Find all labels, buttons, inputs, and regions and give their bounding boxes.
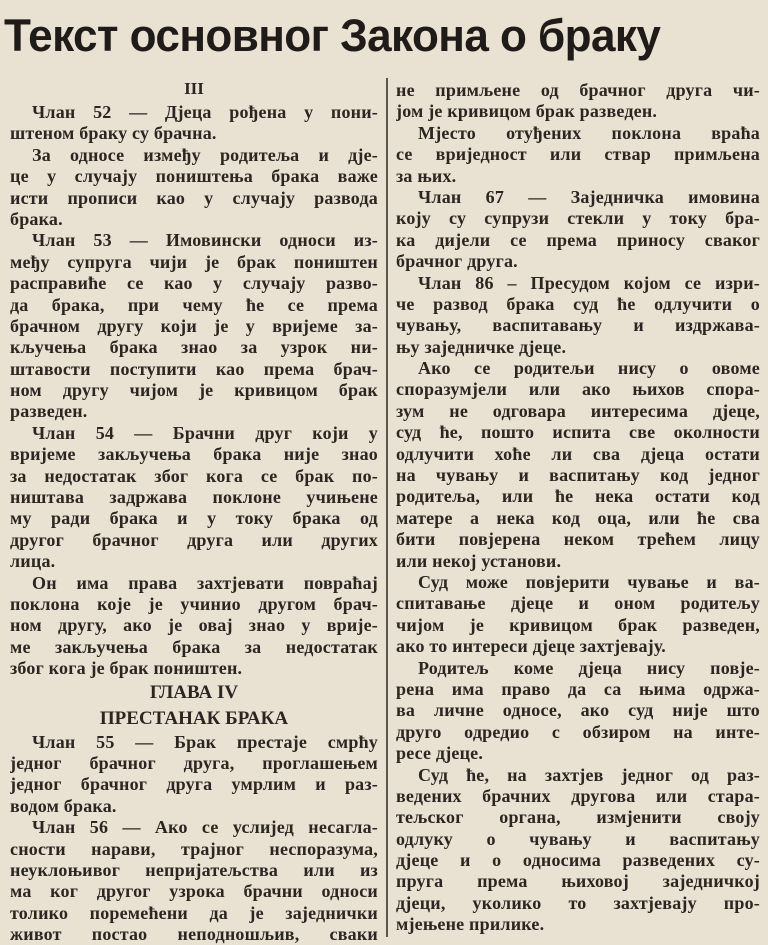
- paragraph: [10, 817, 378, 945]
- text-line: споразумјели или ако њихов спора-: [396, 379, 760, 400]
- text-line: чувању, васпитавању и издржава-: [396, 315, 760, 336]
- text-line: неуклоњивог непријатељства или из: [10, 859, 378, 880]
- text-line: да брака, при чему ће се према: [10, 294, 378, 315]
- paragraph: [396, 80, 760, 123]
- paragraph: [10, 145, 378, 231]
- left-column: [10, 76, 378, 945]
- text-line: исти прописи као у случају развода: [10, 187, 378, 208]
- paragraph: [396, 123, 760, 187]
- text-line: Члан 67 — Заједничка имовина: [418, 186, 760, 207]
- text-line: лица.: [10, 551, 56, 572]
- text-line: друго одредио с обзиром на инте-: [396, 721, 760, 742]
- text-line: брачног друга.: [396, 251, 518, 272]
- text-line: одлучити хоће ли сва дјеца остати: [396, 443, 760, 464]
- article-title: Текст основног Закона о браку: [4, 10, 661, 61]
- text-line: зум не одговара интересима дјеце,: [396, 400, 760, 421]
- text-line: Мјесто отуђених поклона враћа: [418, 122, 760, 143]
- text-line: живот постао неподношљив, сваки: [10, 924, 378, 945]
- text-line: за недостатак због кога се брак по-: [10, 465, 378, 486]
- text-line: ведених брачних другова или стара-: [396, 785, 760, 806]
- text-line: ништава задржава поклоне учињене: [10, 487, 378, 508]
- paragraph: [396, 572, 760, 658]
- section-heading: ПРЕСТАНАК БРАКА: [99, 707, 289, 729]
- text-line: коју су супрузи стекли у току бра-: [396, 208, 760, 229]
- text-line: њу заједничке дјеце.: [396, 336, 567, 357]
- paragraph: [396, 187, 760, 273]
- text-line: кључења брака знао за узрок ни-: [10, 337, 378, 358]
- text-line: Ако се родитељи нису о овоме: [418, 358, 760, 379]
- paragraph: [396, 358, 760, 572]
- text-line: ма ког другог узрока брачни односи: [10, 881, 378, 902]
- text-line: или некој установи.: [396, 550, 562, 571]
- text-line: тељског органа, измјенити своју: [396, 807, 760, 828]
- text-line: сности нарави, трајног неспоразума,: [10, 838, 378, 859]
- text-line: брака.: [10, 208, 63, 229]
- text-line: ном другу чијом је кривицом брак: [10, 380, 378, 401]
- text-line: брачном другу који је у вријеме за-: [10, 315, 378, 336]
- text-line: Члан 55 — Брак престаје смрћу: [32, 731, 378, 752]
- section-heading: ГЛАВА IV: [149, 681, 239, 703]
- text-line: другог брачног друга или других: [10, 529, 378, 550]
- text-line: једног брачног друга, проглашењем: [10, 752, 378, 773]
- text-line: рена има право да са њима одржа-: [396, 678, 760, 699]
- text-line: штеном браку су брачна.: [10, 123, 217, 144]
- text-line: му ради брака и у току брака од: [10, 508, 378, 529]
- text-line: међу супруга чији је брак поништен: [10, 251, 378, 272]
- text-line: Родитељ коме дјеца нису повје-: [418, 657, 760, 678]
- text-line: Члан 54 — Брачни друг који у: [32, 422, 378, 443]
- text-line: бити повјерена неком трећем лицу: [396, 529, 760, 550]
- paragraph: [10, 230, 378, 423]
- text-line: Члан 53 — Имовински односи из-: [32, 230, 378, 251]
- text-line: спитавање дјеце и оном родитељу: [396, 593, 760, 614]
- text-line: једног брачног друга умрлим и раз-: [10, 774, 378, 795]
- text-line: ка дијели се према приносу сваког: [396, 229, 760, 250]
- text-line: чијом је кривицом брак разведен,: [396, 614, 760, 635]
- text-line: Суд ће, на захтјев једног од раз-: [418, 764, 760, 785]
- text-line: одлуку о чувању и васпитању: [396, 828, 760, 849]
- paragraph: [396, 273, 760, 359]
- text-line: водом брака.: [10, 795, 117, 816]
- text-line: суд ће, пошто испита све околности: [396, 422, 760, 443]
- text-line: за њих.: [396, 165, 457, 186]
- text-line: це у случају поништења брака важе: [10, 166, 378, 187]
- text-line: поклона које је учинио другом брач-: [10, 593, 378, 614]
- text-line: ва личне односе, ако суд није што: [396, 700, 760, 721]
- text-line: пруга према њиховој заједничкој: [396, 871, 760, 892]
- paragraph: [10, 732, 378, 818]
- text-line: дјеце и о односима разведених су-: [396, 850, 760, 871]
- text-line: ме закључења брака за недостатак: [10, 636, 378, 657]
- paragraph: [10, 573, 378, 680]
- text-line: Он има права захтјевати повраћај: [32, 572, 378, 593]
- text-line: јом је кривицом брак разведен.: [396, 101, 658, 122]
- text-line: ако то интереси дјеце захтјевају.: [396, 636, 666, 657]
- text-line: вријеме закључења брака није знао: [10, 444, 378, 465]
- text-line: толико поремећени да је заједнички: [10, 902, 378, 923]
- text-line: Суд може повјерити чување и ва-: [418, 571, 760, 592]
- paragraph: [396, 765, 760, 936]
- text-line: штавости поступити као према брач-: [10, 358, 378, 379]
- text-line: матере а нека код оца, или ће сва: [396, 507, 760, 528]
- text-line: ном другу, ако је овај знао у врије-: [10, 615, 378, 636]
- section-heading: III: [184, 79, 204, 98]
- text-line: због кога је брак поништен.: [10, 658, 243, 679]
- text-line: Члан 86 – Пресудом којом се изри-: [418, 272, 760, 293]
- text-line: на чувању и васпитању код једног: [396, 465, 760, 486]
- text-line: Члан 52 — Дјеца рођена у пони-: [32, 102, 378, 122]
- text-line: расправиће се као у случају разво-: [10, 273, 378, 294]
- text-line: За односе између родитеља и дје-: [32, 144, 378, 165]
- text-line: че развод брака суд ће одлучити о: [396, 293, 760, 314]
- right-column: [396, 80, 760, 936]
- text-line: родитеља, или ће нека остати код: [396, 486, 760, 507]
- text-line: разведен.: [10, 401, 88, 422]
- paragraph: [10, 423, 378, 573]
- text-line: ресе дјеце.: [396, 743, 484, 764]
- paragraph: [10, 102, 378, 145]
- text-line: мјењене прилике.: [396, 914, 545, 935]
- column-divider: [386, 78, 388, 937]
- text-line: дјеци, уколико то захтјевају про-: [396, 892, 760, 913]
- paragraph: [396, 658, 760, 765]
- text-line: се вриједност или ствар примљена: [396, 144, 760, 165]
- text-line: Члан 56 — Ако се услијед несагла-: [32, 817, 378, 838]
- text-line: не примљене од брачног друга чи-: [396, 80, 760, 100]
